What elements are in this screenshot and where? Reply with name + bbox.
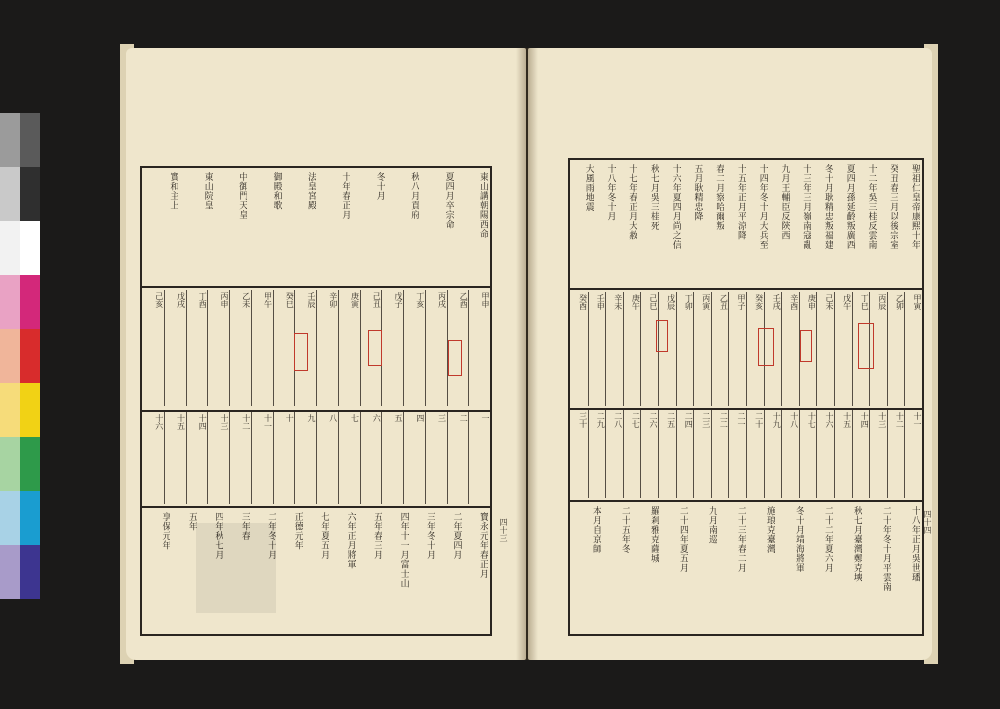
- grid-cell: 十: [285, 414, 295, 422]
- grid-column-rule: [852, 410, 853, 498]
- grid-cell: 丙戌: [437, 292, 447, 308]
- grid-cell: 己巳: [648, 294, 658, 310]
- violet-chip: [20, 545, 40, 599]
- grid-column-rule: [640, 410, 641, 498]
- grid-cell: 十三: [877, 412, 887, 428]
- text-column: 十六年夏四月尚之信: [670, 164, 681, 250]
- open-book: [118, 40, 940, 670]
- text-column: 秋八月貢府: [409, 172, 420, 220]
- grid-cell: 庚寅: [350, 292, 360, 308]
- text-column: 四年十一月富士山: [398, 512, 409, 588]
- grid-cell: 十七: [807, 412, 817, 428]
- grid-column-rule: [360, 290, 361, 406]
- text-column: 羅剎雅克薩城: [649, 506, 659, 563]
- text-column: 九月南巡: [707, 506, 717, 544]
- text-column: 本月自京師: [591, 506, 601, 554]
- grid-cell: 十二: [895, 412, 905, 428]
- grid-cell: 丙寅: [701, 294, 711, 310]
- book-gutter: [516, 48, 538, 660]
- grid-cell: 甲申: [481, 292, 490, 308]
- text-column: 五月耿精忠降: [692, 164, 703, 221]
- grid-cell: 乙未: [241, 292, 251, 308]
- grid-column-rule: [623, 292, 624, 406]
- text-column: 十四年冬十月大兵至: [757, 164, 768, 250]
- grid-column-rule: [316, 290, 317, 406]
- gray-chip: [20, 113, 40, 167]
- left-folio-number: 四十三: [499, 518, 508, 542]
- grid-column-rule: [658, 410, 659, 498]
- gray-chip: [0, 113, 20, 167]
- yellow-chip: [20, 383, 40, 437]
- white-chip: [0, 221, 20, 275]
- grid-cell: 二七: [631, 412, 641, 428]
- grid-column-rule: [360, 412, 361, 504]
- grid-cell: 丁酉: [198, 292, 208, 308]
- text-column: 二十四年夏五月: [678, 506, 688, 573]
- grid-column-rule: [693, 292, 694, 406]
- lavender-chip: [0, 545, 20, 599]
- grid-column-rule: [316, 412, 317, 504]
- red-annotation-box: [656, 320, 668, 352]
- light-yellow-chip: [0, 383, 20, 437]
- text-column: 三年冬十月: [425, 512, 436, 560]
- grid-cell: 五: [394, 414, 403, 422]
- text-column: 秋七月吳三桂死: [649, 164, 659, 231]
- text-column: 寶永元年春正月: [477, 512, 488, 579]
- grid-column-rule: [605, 292, 606, 406]
- text-column: 享保元年: [160, 512, 171, 550]
- grid-column-rule: [728, 292, 729, 406]
- grid-cell: 戊辰: [666, 294, 676, 310]
- text-column: 九月王輔臣反陝西: [779, 164, 790, 240]
- divider: [140, 506, 492, 508]
- grid-cell: 二一: [736, 412, 746, 428]
- grid-cell: 一: [481, 414, 490, 422]
- grid-column-rule: [728, 410, 729, 498]
- pink-chip: [0, 275, 20, 329]
- grid-column-rule: [403, 290, 404, 406]
- text-column: 夏四月孫延齡叛廣西: [844, 164, 855, 250]
- text-column: 冬十月: [374, 172, 385, 201]
- grid-cell: 戊子: [394, 292, 403, 308]
- grid-column-rule: [746, 292, 747, 406]
- grid-column-rule: [468, 412, 469, 504]
- grid-column-rule: [273, 412, 274, 504]
- grid-column-rule: [425, 412, 426, 504]
- magenta-chip: [20, 275, 40, 329]
- text-column: 十八年冬十月: [605, 164, 616, 221]
- grid-column-rule: [403, 412, 404, 504]
- red-annotation-box: [758, 328, 774, 366]
- text-column: 秋七月臺灣鄭克塽: [852, 506, 862, 582]
- text-column: 十五年正月平涼降: [736, 164, 746, 240]
- grid-column-rule: [711, 410, 712, 498]
- light-cyan-chip: [0, 491, 20, 545]
- grid-cell: 十八: [789, 412, 799, 428]
- text-column: 冬十月耿精忠叛福建: [823, 164, 833, 250]
- grid-cell: 乙卯: [895, 294, 905, 310]
- grid-column-rule: [834, 292, 835, 406]
- grid-column-rule: [294, 412, 295, 504]
- grid-cell: 三: [437, 414, 447, 422]
- grid-cell: 癸亥: [754, 294, 764, 310]
- grid-column-rule: [816, 292, 817, 406]
- grid-column-rule: [623, 410, 624, 498]
- divider: [568, 288, 924, 290]
- grid-column-rule: [904, 410, 905, 498]
- text-column: 二十五年冬: [620, 506, 630, 554]
- grid-cell: 戊戌: [176, 292, 186, 308]
- text-column: 正德元年: [292, 512, 303, 550]
- grid-cell: 癸酉: [578, 294, 588, 310]
- grid-cell: 丁巳: [860, 294, 870, 310]
- grid-cell: 二三: [701, 412, 711, 428]
- grid-column-rule: [588, 410, 589, 498]
- grid-cell: 六: [372, 414, 382, 422]
- text-column: 十年春正月: [340, 172, 351, 220]
- grid-cell: 辛未: [613, 294, 623, 310]
- grid-column-rule: [764, 410, 765, 498]
- text-column: 四年秋七月: [213, 512, 224, 560]
- grid-cell: 癸巳: [285, 292, 295, 308]
- grid-column-rule: [869, 410, 870, 498]
- grid-cell: 丁亥: [415, 292, 425, 308]
- grid-cell: 十五: [176, 414, 186, 430]
- text-column: 十三年三月嶺南寇亂: [801, 164, 812, 250]
- grid-cell: 己丑: [372, 292, 382, 308]
- grid-column-rule: [186, 412, 187, 504]
- text-column: 大風雨地震: [583, 164, 594, 212]
- text-column: 法皇宮殿: [305, 172, 316, 210]
- grid-cell: 甲寅: [912, 294, 922, 310]
- color-calibration-strip: [0, 113, 40, 599]
- grid-cell: 己未: [824, 294, 834, 310]
- grid-cell: 二九: [596, 412, 606, 428]
- left-page: [126, 48, 526, 660]
- grid-cell: 丁卯: [684, 294, 694, 310]
- red-annotation-box: [448, 340, 462, 376]
- grid-column-rule: [781, 410, 782, 498]
- text-column: 御殿和歌: [271, 172, 282, 210]
- grid-column-rule: [273, 290, 274, 406]
- grid-column-rule: [834, 410, 835, 498]
- grid-column-rule: [164, 290, 165, 406]
- text-column: 十七年春正月大赦: [627, 164, 638, 240]
- text-column: 二年冬十月: [266, 512, 277, 560]
- red-annotation-box: [858, 323, 874, 369]
- grid-column-rule: [904, 292, 905, 406]
- text-column: 五年春三月: [372, 512, 383, 560]
- grid-cell: 十一: [263, 414, 273, 430]
- grid-column-rule: [251, 412, 252, 504]
- grid-column-rule: [676, 292, 677, 406]
- text-column: 二年夏四月: [451, 512, 462, 560]
- grid-column-rule: [605, 410, 606, 498]
- grid-column-rule: [338, 412, 339, 504]
- grid-column-rule: [816, 410, 817, 498]
- grid-cell: 壬申: [596, 294, 606, 310]
- grid-column-rule: [229, 412, 230, 504]
- text-column: 七年夏五月: [319, 512, 330, 560]
- text-column: 十二年吳三桂反雲南: [866, 164, 877, 250]
- text-column: 五年: [186, 512, 197, 531]
- right-folio-number: 四十四: [923, 510, 932, 534]
- grid-cell: 二六: [648, 412, 658, 428]
- red-annotation-box: [294, 333, 308, 371]
- grid-cell: 丙申: [220, 292, 229, 308]
- grid-column-rule: [746, 410, 747, 498]
- text-column: 冬十月靖海將軍: [794, 506, 804, 573]
- grid-column-rule: [447, 412, 448, 504]
- grid-column-rule: [588, 292, 589, 406]
- grid-cell: 乙酉: [459, 292, 469, 308]
- grid-column-rule: [207, 290, 208, 406]
- red-annotation-box: [800, 330, 812, 362]
- text-column: 東山院皇: [202, 172, 213, 210]
- grid-cell: 壬戌: [772, 294, 782, 310]
- grid-column-rule: [251, 290, 252, 406]
- white-chip: [20, 221, 40, 275]
- grid-column-rule: [468, 290, 469, 406]
- text-column: 中御門天皇: [237, 172, 248, 220]
- grid-cell: 二五: [666, 412, 676, 428]
- grid-cell: 二八: [613, 412, 623, 428]
- grid-cell: 辛酉: [789, 294, 799, 310]
- grid-cell: 九: [307, 414, 316, 422]
- grid-column-rule: [676, 410, 677, 498]
- grid-cell: 四: [415, 414, 425, 422]
- grid-cell: 十九: [772, 412, 782, 428]
- text-column: 聖祖仁皇帝康熙十年: [910, 164, 920, 250]
- grid-cell: 乙丑: [719, 294, 729, 310]
- grid-column-rule: [640, 292, 641, 406]
- salmon-chip: [0, 329, 20, 383]
- grid-cell: 十六: [824, 412, 834, 428]
- divider: [140, 286, 492, 288]
- cyan-chip: [20, 491, 40, 545]
- grid-cell: 壬辰: [307, 292, 316, 308]
- grid-column-rule: [186, 290, 187, 406]
- text-column: 春二月察哈爾叛: [714, 164, 725, 231]
- grid-cell: 辛卯: [328, 292, 338, 308]
- grid-cell: 十四: [198, 414, 208, 430]
- text-column: 二十年冬十月平雲南: [881, 506, 891, 592]
- text-column: 東山講朝陽西命: [477, 172, 488, 239]
- grid-column-rule: [799, 410, 800, 498]
- grid-column-rule: [781, 292, 782, 406]
- grid-column-rule: [693, 410, 694, 498]
- grid-cell: 十六: [154, 414, 164, 430]
- grid-column-rule: [711, 292, 712, 406]
- text-column: 六年正月將軍: [345, 512, 356, 569]
- grid-cell: 二十: [754, 412, 764, 428]
- grid-cell: 七: [350, 414, 360, 422]
- grid-cell: 二四: [684, 412, 694, 428]
- grid-column-rule: [164, 412, 165, 504]
- grid-column-rule: [852, 292, 853, 406]
- grid-cell: 八: [328, 414, 338, 422]
- grid-cell: 十四: [860, 412, 870, 428]
- grid-cell: 戊午: [842, 294, 852, 310]
- red-chip: [20, 329, 40, 383]
- grid-column-rule: [425, 290, 426, 406]
- text-column: 二十三年春二月: [736, 506, 746, 573]
- text-column: 二十二年夏六月: [823, 506, 833, 573]
- grid-column-rule: [229, 290, 230, 406]
- grid-cell: 甲午: [263, 292, 273, 308]
- red-annotation-box: [368, 330, 382, 366]
- grid-cell: 己亥: [154, 292, 164, 308]
- grid-column-rule: [207, 412, 208, 504]
- text-column: 十八年正月吳世璠: [910, 506, 920, 582]
- green-chip: [20, 437, 40, 491]
- gray-chip: [20, 167, 40, 221]
- grid-cell: 庚申: [807, 294, 817, 310]
- grid-cell: 十五: [842, 412, 852, 428]
- gray-chip: [0, 167, 20, 221]
- text-column: 實和主上: [168, 172, 179, 210]
- grid-column-rule: [887, 410, 888, 498]
- grid-cell: 十三: [220, 414, 229, 430]
- text-column: 癸丑春三月以後宗室: [888, 164, 899, 250]
- text-column: 夏四月卒宗命: [443, 172, 454, 229]
- text-column: 施琅克臺灣: [765, 506, 775, 554]
- grid-column-rule: [338, 290, 339, 406]
- grid-cell: 庚午: [631, 294, 641, 310]
- grid-column-rule: [887, 292, 888, 406]
- grid-column-rule: [381, 412, 382, 504]
- right-page: [528, 48, 932, 660]
- grid-cell: 十一: [912, 412, 922, 428]
- grid-cell: 甲子: [736, 294, 746, 310]
- grid-cell: 二二: [719, 412, 729, 428]
- text-column: 三年春: [239, 512, 250, 541]
- grid-cell: 丙辰: [877, 294, 887, 310]
- grid-cell: 二: [459, 414, 469, 422]
- light-green-chip: [0, 437, 20, 491]
- grid-cell: 十二: [241, 414, 251, 430]
- grid-cell: 三十: [578, 412, 588, 428]
- divider: [568, 500, 924, 502]
